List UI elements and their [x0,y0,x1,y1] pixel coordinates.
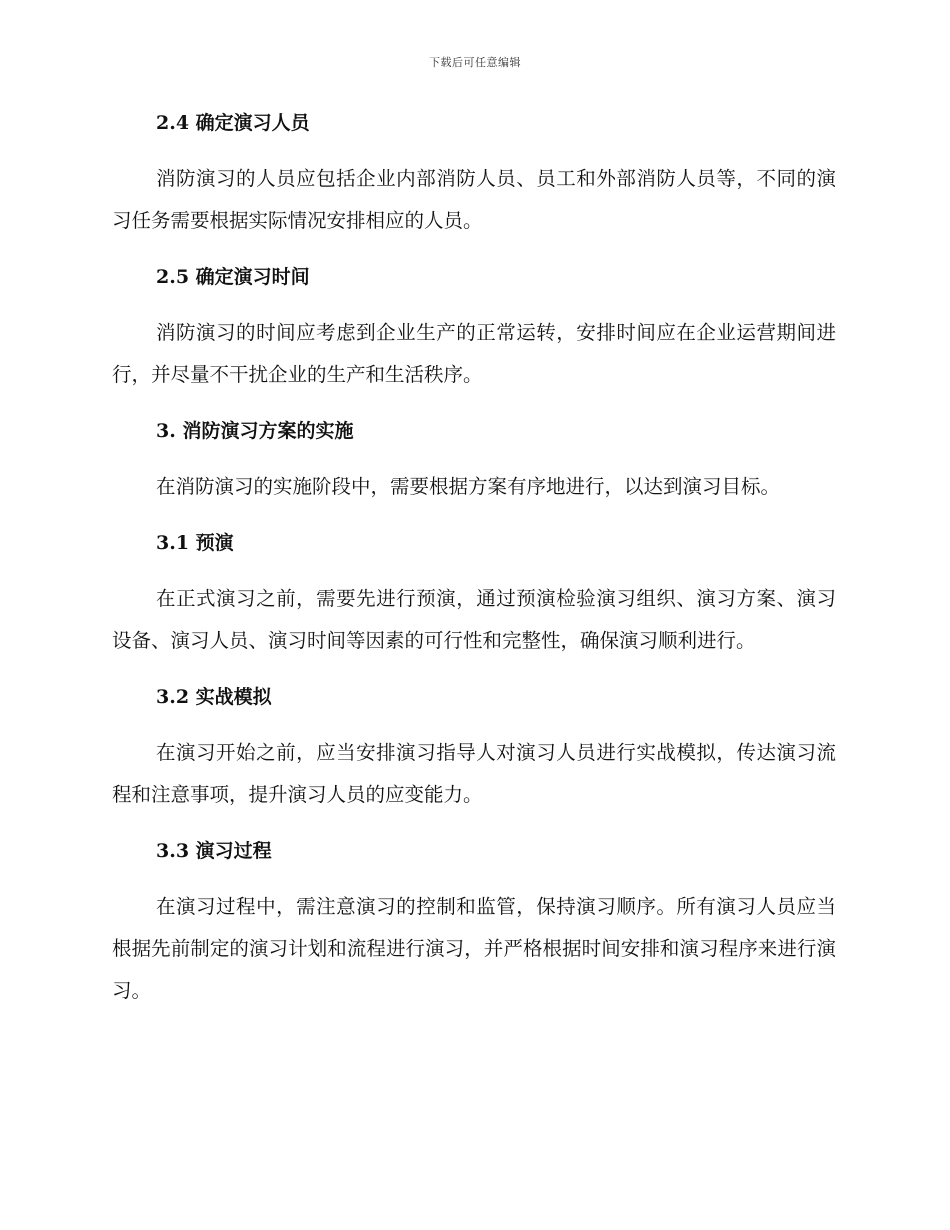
section-heading-2-5: 2.5 确定演习时间 [156,266,310,288]
section-paragraph-3-3: 在演习过程中，需注意演习的控制和监管，保持演习顺序。所有演习人员应当根据先前制定的演习计划和流程进行演习，并严格根据时间安排和演习程序来进行演习。 [112,895,836,1002]
section-paragraph-2-4: 消防演习的人员应包括企业内部消防人员、员工和外部消防人员等，不同的演习任务需要根据实际情况安排相应的人员。 [112,167,836,232]
page-header: 下载后可任意编辑 [429,56,521,69]
section-paragraph-3-2: 在演习开始之前，应当安排演习指导人对演习人员进行实战模拟，传达演习流程和注意事项，提升演习人员的应变能力。 [112,741,836,806]
section-heading-3-1: 3.1 预演 [156,532,234,554]
section-heading-3-2: 3.2 实战模拟 [156,686,272,708]
section-heading-3: 3. 消防演习方案的实施 [156,420,354,442]
section-paragraph-3: 在消防演习的实施阶段中，需要根据方案有序地进行，以达到演习目标。 [156,475,781,498]
section-paragraph-3-1: 在正式演习之前，需要先进行预演，通过预演检验演习组织、演习方案、演习设备、演习人员、演习时间等因素的可行性和完整性，确保演习顺利进行。 [112,587,836,652]
section-paragraph-2-5: 消防演习的时间应考虑到企业生产的正常运转，安排时间应在企业运营期间进行，并尽量不干扰企业的生产和生活秩序。 [112,321,836,386]
section-heading-2-4: 2.4 确定演习人员 [156,112,310,134]
document-body [112,106,836,1030]
section-heading-3-3: 3.3 演习过程 [156,840,272,862]
